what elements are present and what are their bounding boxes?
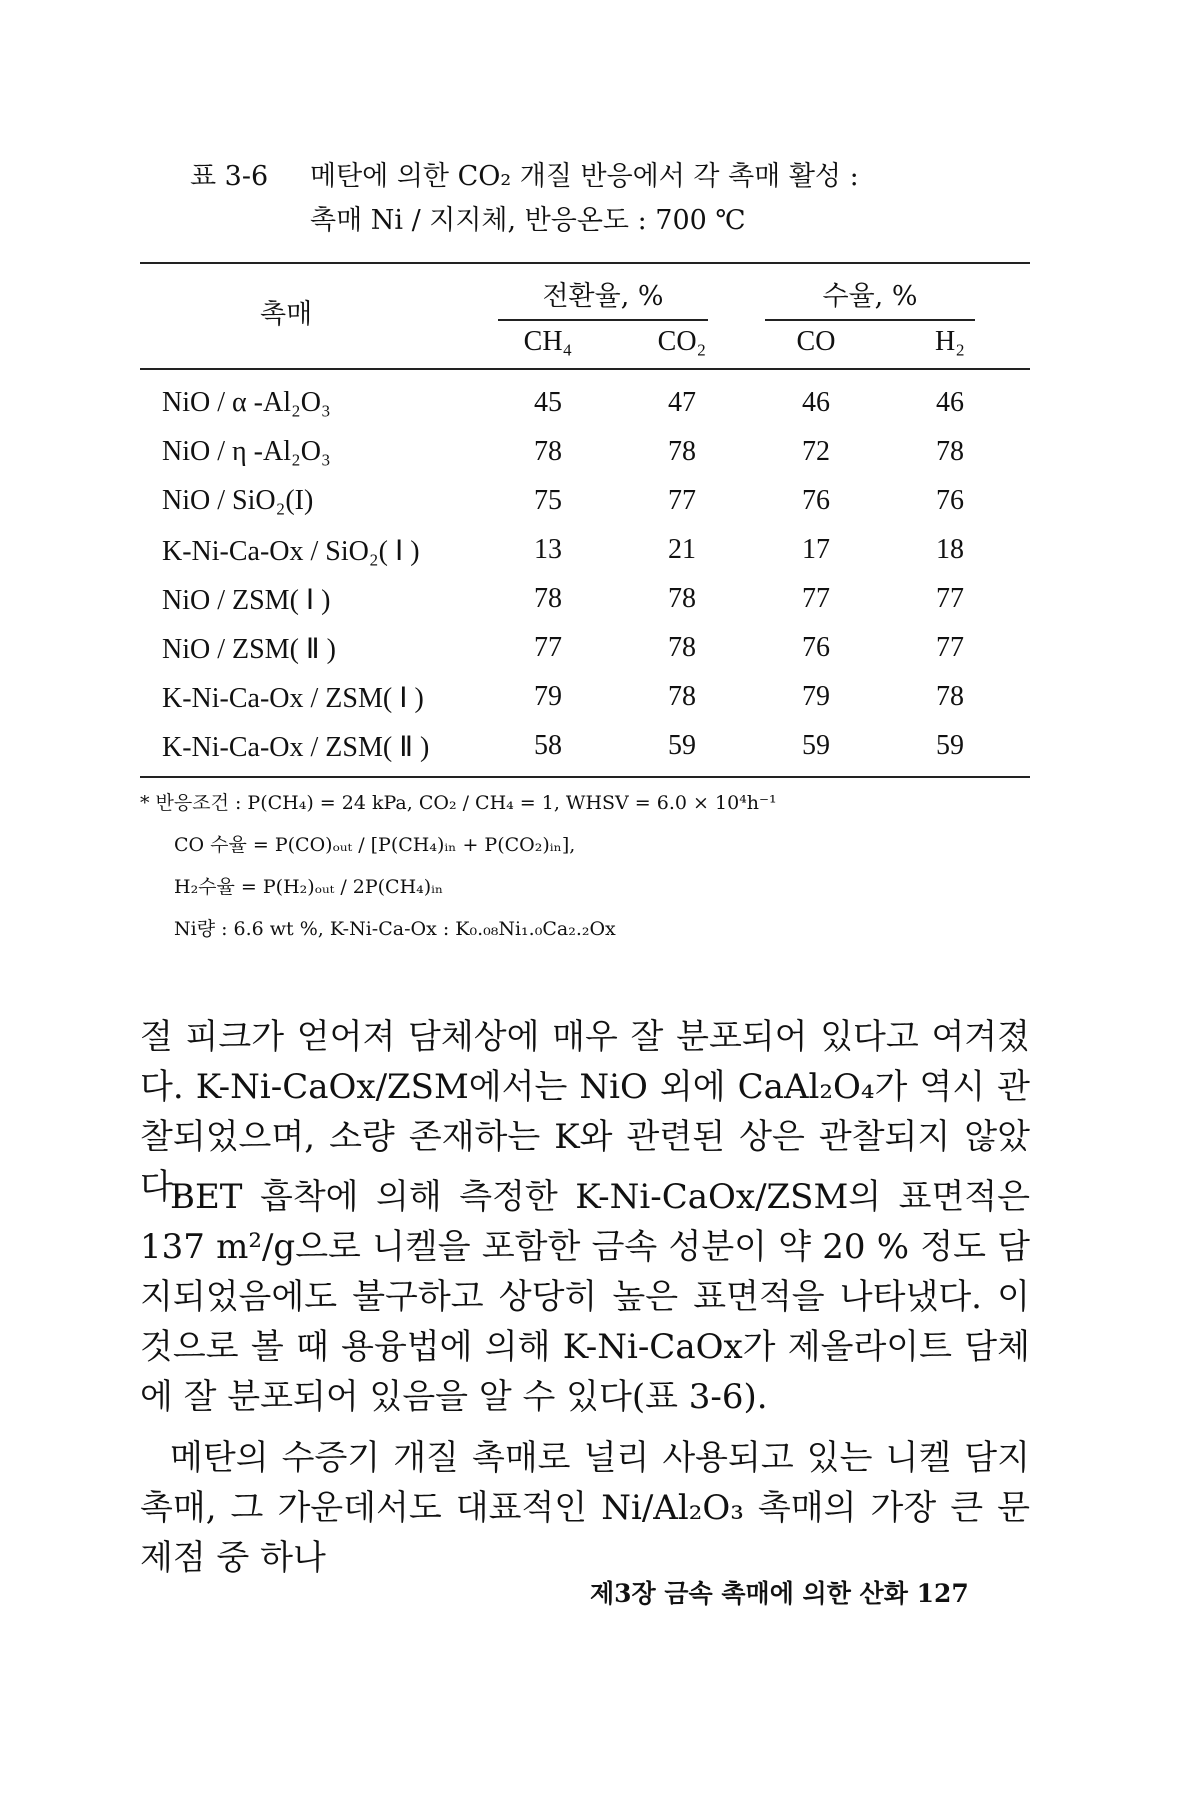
table-body bbox=[140, 370, 1030, 776]
note-co-yield: CO 수율 = P(CO)ₒᵤₜ / [P(CH₄)ᵢₙ + P(CO₂)ᵢₙ], bbox=[174, 834, 576, 856]
table-row bbox=[140, 476, 1030, 525]
row-catalyst: K-Ni-Ca-Ox / ZSM( Ⅱ ) bbox=[162, 732, 430, 763]
cell-co: 79 bbox=[802, 681, 830, 712]
cell-ch4: 13 bbox=[534, 534, 562, 565]
cell-co2: 47 bbox=[668, 387, 696, 418]
table-row bbox=[140, 427, 1030, 476]
page-footer: 제3장 금속 촉매에 의한 산화 127 bbox=[590, 1579, 969, 1608]
cell-co: 76 bbox=[802, 485, 830, 516]
cell-h2: 78 bbox=[936, 436, 964, 467]
yield-header: 수율, % bbox=[765, 274, 975, 321]
cell-co2: 78 bbox=[668, 632, 696, 663]
table-row bbox=[140, 574, 1030, 623]
body-paragraph: BET 흡착에 의해 측정한 K-Ni-CaOx/ZSM의 표면적은 137 m²/g으로 니켈을 포함한 금속 성분이 약 20 % 정도 담지되었음에도 불구하고 상당히 높은 표면적을 나타냈다. 이것으로 볼 때 용융법에 의해 K-Ni-CaOx가 제올라이트 담체에 잘 분포되어 있음을 알 수 있다(표 3-6). bbox=[140, 1177, 1030, 1417]
note-h2-yield: H₂수율 = P(H₂)ₒᵤₜ / 2P(CH₄)ᵢₙ bbox=[174, 876, 444, 898]
note-reaction-conditions: * 반응조건 : P(CH₄) = 24 kPa, CO₂ / CH₄ = 1, WHSV = 6.0 × 10⁴h⁻¹ bbox=[140, 792, 777, 814]
cell-ch4: 79 bbox=[534, 681, 562, 712]
body-paragraph: 절 피크가 얻어져 담체상에 매우 잘 분포되어 있다고 여겨졌다. K-Ni-CaOx/ZSM에서는 NiO 외에 CaAl₂O₄가 역시 관찰되었으며, 소량 존재하는 K와 관련된 상은 관찰되지 않았다. bbox=[140, 1017, 1030, 1207]
cell-ch4: 77 bbox=[534, 632, 562, 663]
cell-co: 76 bbox=[802, 632, 830, 663]
cell-ch4: 58 bbox=[534, 730, 562, 761]
cell-h2: 77 bbox=[936, 632, 964, 663]
cell-co2: 59 bbox=[668, 730, 696, 761]
cell-co2: 78 bbox=[668, 436, 696, 467]
cell-ch4: 45 bbox=[534, 387, 562, 418]
column-header-co2: CO₂ bbox=[657, 326, 707, 357]
cell-ch4: 78 bbox=[534, 436, 562, 467]
table-header bbox=[140, 264, 1030, 368]
row-catalyst: K-Ni-Ca-Ox / SiO₂( Ⅰ ) bbox=[162, 536, 420, 567]
note-ni-content: Ni량 : 6.6 wt %, K-Ni-Ca-Ox : K₀.₀₈Ni₁.₀Ca₂.₂Ox bbox=[174, 918, 616, 940]
cell-h2: 59 bbox=[936, 730, 964, 761]
catalyst-activity-table bbox=[140, 262, 1030, 778]
body-paragraph: 메탄의 수증기 개질 촉매로 널리 사용되고 있는 니켈 담지 촉매, 그 가운데서도 대표적인 Ni/Al₂O₃ 촉매의 가장 큰 문제점 중 하나 bbox=[140, 1438, 1030, 1578]
row-catalyst: NiO / α -Al₂O₃ bbox=[162, 387, 331, 418]
cell-co2: 77 bbox=[668, 485, 696, 516]
cell-ch4: 78 bbox=[534, 583, 562, 614]
cell-h2: 77 bbox=[936, 583, 964, 614]
table-row bbox=[140, 525, 1030, 574]
cell-co2: 78 bbox=[668, 681, 696, 712]
cell-co: 17 bbox=[802, 534, 830, 565]
table-row bbox=[140, 623, 1030, 672]
cell-h2: 78 bbox=[936, 681, 964, 712]
cell-h2: 76 bbox=[936, 485, 964, 516]
cell-h2: 46 bbox=[936, 387, 964, 418]
row-catalyst: K-Ni-Ca-Ox / ZSM( Ⅰ ) bbox=[162, 683, 424, 714]
table-notes bbox=[140, 782, 777, 950]
row-catalyst: NiO / ZSM( Ⅱ ) bbox=[162, 634, 337, 665]
row-catalyst: NiO / ZSM( Ⅰ ) bbox=[162, 585, 331, 616]
table-subtitle: 촉매 Ni / 지지체, 반응온도 : 700 ℃ bbox=[310, 205, 746, 236]
table-caption bbox=[190, 155, 859, 243]
column-header-co: CO bbox=[796, 326, 836, 357]
row-catalyst: NiO / η -Al₂O₃ bbox=[162, 436, 331, 467]
column-header-ch4: CH₄ bbox=[523, 326, 573, 357]
conversion-group bbox=[498, 274, 708, 321]
column-header-h2: H₂ bbox=[935, 326, 965, 357]
row-catalyst: NiO / SiO₂(I) bbox=[162, 485, 314, 516]
cell-co: 59 bbox=[802, 730, 830, 761]
cell-co2: 21 bbox=[668, 534, 696, 565]
cell-co: 77 bbox=[802, 583, 830, 614]
cell-co: 72 bbox=[802, 436, 830, 467]
table-row bbox=[140, 378, 1030, 427]
cell-co2: 78 bbox=[668, 583, 696, 614]
cell-ch4: 75 bbox=[534, 485, 562, 516]
cell-co: 46 bbox=[802, 387, 830, 418]
table-title: 메탄에 의한 CO₂ 개질 반응에서 각 촉매 활성 : bbox=[310, 161, 859, 192]
cell-h2: 18 bbox=[936, 534, 964, 565]
table-label: 표 3-6 bbox=[190, 161, 269, 192]
table-row bbox=[140, 672, 1030, 721]
catalyst-header: 촉매 bbox=[260, 299, 313, 330]
yield-group bbox=[765, 274, 975, 321]
table-row bbox=[140, 721, 1030, 770]
conversion-header: 전환율, % bbox=[498, 274, 708, 321]
table-bottom-rule bbox=[140, 776, 1030, 778]
